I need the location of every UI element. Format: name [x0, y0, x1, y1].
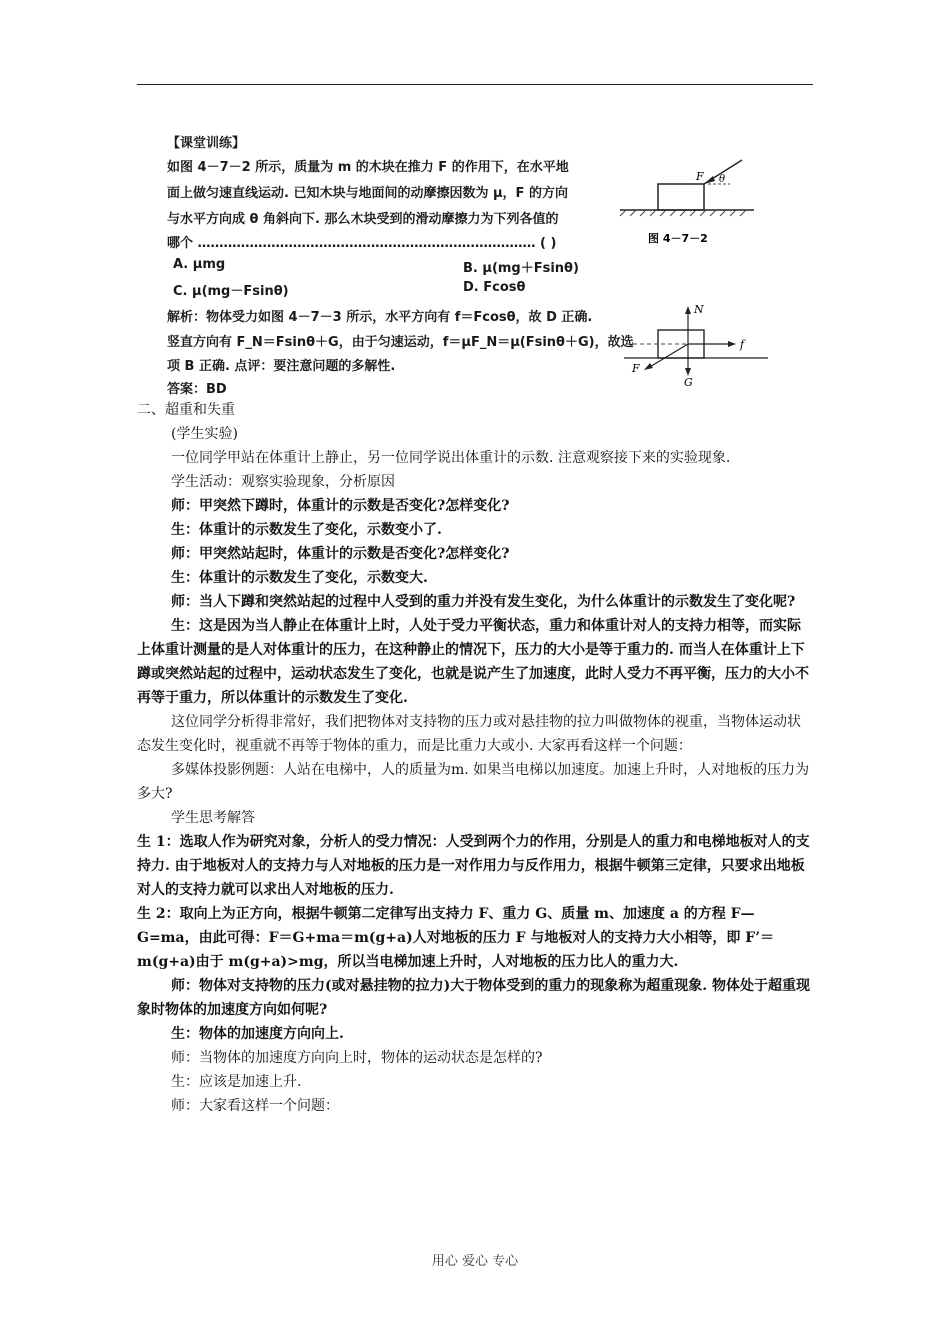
dialogue-line: 生：物体的加速度方向向上. — [171, 1026, 344, 1042]
figure-force-diagram — [622, 300, 772, 388]
option-a: A. μmg — [173, 257, 226, 272]
dialogue-line: 师：物体对支持物的压力(或对悬挂物的拉力)大于物体受到的重力的现象称为超重现象. 物体处于超重现象时物体的加速度方向如何呢? — [137, 978, 810, 1018]
push-arrowhead — [644, 363, 653, 370]
dialogue-line: 生：体重计的示数发生了变化，示数变大. — [171, 570, 428, 586]
paragraph: (学生实验) — [171, 426, 238, 442]
dialogue-line: 师：甲突然下蹲时，体重计的示数是否变化?怎样变化? — [171, 498, 510, 514]
question-line: 与水平方向成 θ 角斜向下. 那么木块受到的滑动摩擦力为下列各值的 — [167, 212, 559, 227]
paragraph: 学生思考解答 — [171, 810, 255, 826]
page-footer: 用心 爱心 专心 — [431, 1254, 519, 1269]
block — [658, 184, 704, 210]
dialogue-line: 生：体重计的示数发生了变化，示数变小了. — [171, 522, 442, 538]
figure-caption: 图 4－7－2 — [648, 232, 708, 245]
gravity-arrowhead — [685, 368, 691, 376]
force-arrowhead — [704, 176, 715, 184]
option-b: B. μ(mg＋Fsinθ) — [463, 261, 579, 276]
ground-hatch — [620, 210, 746, 216]
body-text — [137, 398, 813, 1118]
question-line: 如图 4－7－2 所示，质量为 m 的木块在推力 F 的作用下，在水平地 — [167, 160, 569, 175]
analysis-line: 竖直方向有 F_N＝Fsinθ＋G，由于匀速运动，f＝μF_N＝μ(Fsinθ＋G)，故选 — [167, 335, 634, 350]
dialogue-line: 生 1：选取人作为研究对象，分析人的受力情况：人受到两个力的作用，分别是人的重力和电梯地板对人的支持力. 由于地板对人的支持力与人对地板的压力是一对作用力与反作用力，根据牛顿第三定律，只要求出地板对人的支持力就可以求出人对地板的压力. — [137, 834, 810, 898]
label-theta: θ — [719, 174, 726, 185]
label-f: f — [740, 338, 745, 351]
question-line: 哪个 …………………………………………………………………… ( ) — [167, 236, 557, 251]
paragraph: 这位同学分析得非常好，我们把物体对支持物的压力或对悬挂物的拉力叫做物体的视重，当物体运动状态发生变化时，视重就不再等于物体的重力，而是比重力大或小. 大家再看这样一个问题： — [137, 714, 801, 754]
dialogue-line: 生：这是因为当人静止在体重计上时，人处于受力平衡状态，重力和体重计对人的支持力相等，而实际上体重计测量的是人对体重计的压力，在这种静止的情况下，压力的大小是等于重力的. 而当人在体重计上下蹲或突然站起的过程中，运动状态发生了变化，也就是说产生了加速度，此时人受力不再平衡，压力的大小不再等于重力，所以体重计的示数发生了变化. — [137, 618, 809, 706]
label-F: F — [696, 170, 704, 183]
dialogue-line: 生 2：取向上为正方向，根据牛顿第二定律写出支持力 F、重力 G、质量 m、加速度 a 的方程 F—G=ma，由此可得：F＝G+ma＝m(g+a)人对地板的压力 F 与地板对人的支持力大小相等，即 F’＝m(g+a)由于 m(g+a)>mg，所以当电梯加速上升时，人对地板的压力比人的重力大. — [137, 906, 775, 970]
answer-text: 答案：BD — [167, 382, 227, 397]
question-line: 面上做匀速直线运动. 已知木块与地面间的动摩擦因数为 μ，F 的方向 — [167, 186, 568, 201]
label-G: G — [684, 376, 693, 388]
figure-block-push — [618, 150, 758, 250]
dialogue-line: 生：应该是加速上升. — [171, 1074, 302, 1090]
option-c: C. μ(mg－Fsinθ) — [173, 284, 289, 299]
dialogue-line: 师：大家看这样一个问题： — [171, 1098, 339, 1114]
analysis-line: 解析：物体受力如图 4－7－3 所示，水平方向有 f＝Fcosθ，故 D 正确. — [167, 310, 593, 325]
label-F: F — [632, 362, 640, 375]
analysis-line: 项 B 正确. 点评：要注意问题的多解性. — [167, 359, 396, 374]
header-rule — [137, 84, 813, 85]
dialogue-line: 师：甲突然站起时，体重计的示数是否变化?怎样变化? — [171, 546, 510, 562]
exercise-heading: 【课堂训练】 — [167, 136, 246, 151]
dialogue-line: 师：当人下蹲和突然站起的过程中人受到的重力并没有发生变化，为什么体重计的示数发生了变化呢? — [171, 594, 796, 610]
dialogue-line: 师：当物体的加速度方向向上时，物体的运动状态是怎样的? — [171, 1050, 543, 1066]
option-d: D. Fcosθ — [463, 280, 526, 295]
normal-arrowhead — [685, 306, 691, 314]
paragraph: 多媒体投影例题：人站在电梯中，人的质量为m. 如果当电梯以加速度。加速上升时，人对地板的压力为多大? — [137, 762, 810, 802]
label-N: N — [694, 303, 704, 316]
push-force — [648, 344, 688, 368]
section-heading: 二、超重和失重 — [137, 402, 235, 418]
paragraph: 一位同学甲站在体重计上静止，另一位同学说出体重计的示数. 注意观察接下来的实验现象. — [171, 450, 731, 466]
friction-arrowhead — [728, 341, 736, 347]
paragraph: 学生活动：观察实验现象，分析原因 — [171, 474, 395, 490]
